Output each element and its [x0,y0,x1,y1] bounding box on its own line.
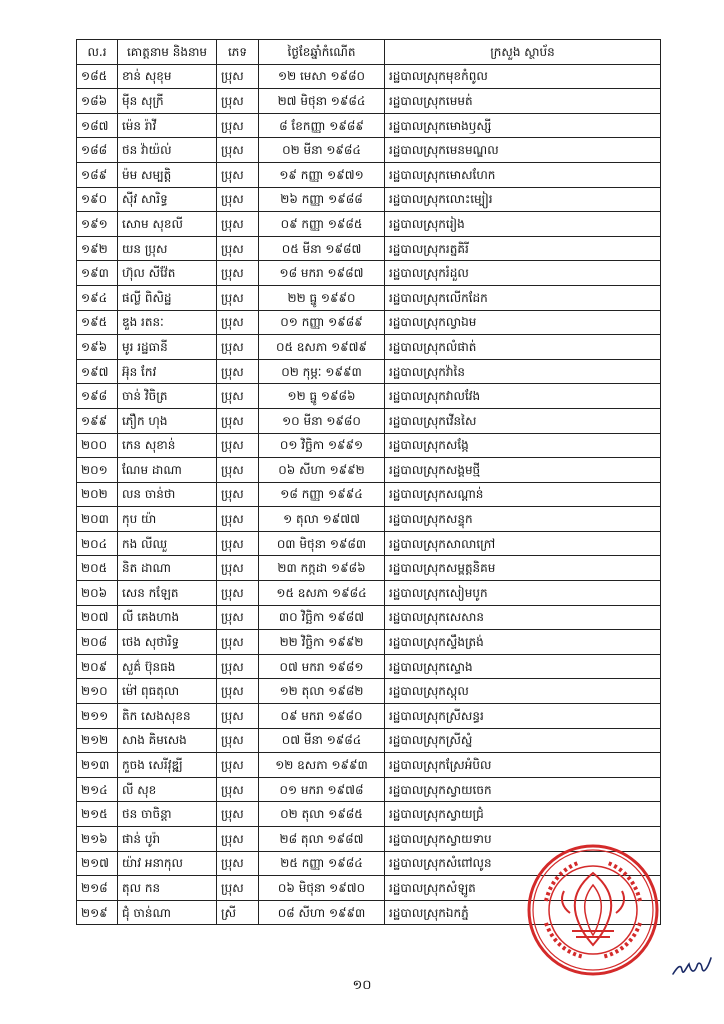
full-name-cell: ភឿក ហុង [118,408,217,433]
full-name-cell: សោម សុខលី [118,212,217,237]
row-number-cell: ២១៩ [77,900,118,925]
date-of-birth-cell: ០៧ មករា ១៩៨១ [259,654,385,679]
table-row [77,384,661,409]
row-number-cell: ២០១ [77,458,118,483]
row-number-cell: ២១១ [77,704,118,729]
date-of-birth-cell: ០១ កញ្ញា ១៩៨៩ [259,310,385,335]
header-full-name: គោត្តនាម និងនាម [118,40,217,65]
date-of-birth-cell: ០៩ កញ្ញា ១៩៨៥ [259,212,385,237]
institution-cell: រដ្ឋបាលស្រុកសង្កែ [385,433,661,458]
sex-cell: ប្រុស [217,605,259,630]
row-number-cell: ១៨៨ [77,138,118,163]
table-row [77,113,661,138]
date-of-birth-cell: ០២ មីនា ១៩៨៤ [259,138,385,163]
full-name-cell: តុល កន [118,876,217,901]
date-of-birth-cell: ០៨ សីហា ១៩៩៣ [259,900,385,925]
sex-cell: ប្រុស [217,335,259,360]
institution-cell: រដ្ឋបាលស្រុកសំឡូត [385,876,661,901]
institution-cell: រដ្ឋបាលស្រុកស្វាយចេក [385,777,661,802]
full-name-cell: កង លីឈួ [118,531,217,556]
row-number-cell: ២០៤ [77,531,118,556]
sex-cell: ប្រុស [217,851,259,876]
date-of-birth-cell: ០១ វិច្ឆិកា ១៩៩១ [259,433,385,458]
institution-cell: រដ្ឋបាលស្រុកស្រីសន្ធរ [385,704,661,729]
full-name-cell: ហ៊ុល សីវ៉ែត [118,261,217,286]
date-of-birth-cell: ២៧ មិថុនា ១៩៨៤ [259,89,385,114]
date-of-birth-cell: ០៥ ឧសភា ១៩៧៩ [259,335,385,360]
sex-cell: ប្រុស [217,236,259,261]
row-number-cell: ២១៤ [77,777,118,802]
date-of-birth-cell: ០១ មករា ១៩៧៨ [259,777,385,802]
institution-cell: រដ្ឋបាលស្រុកមោងឫស្សី [385,113,661,138]
full-name-cell: ថន ចាចិន្តា [118,802,217,827]
full-name-cell: កុប យ៉ា [118,507,217,532]
date-of-birth-cell: ០៩ មករា ១៩៨០ [259,704,385,729]
sex-cell: ប្រុស [217,654,259,679]
row-number-cell: ២១៥ [77,802,118,827]
header-date-of-birth: ថ្ងៃខែឆ្នាំកំណើត [259,40,385,65]
sex-cell: ប្រុស [217,482,259,507]
row-number-cell: ២០៣ [77,507,118,532]
table-row [77,605,661,630]
table-row [77,458,661,483]
row-number-cell: ១៩៣ [77,261,118,286]
sex-cell: ប្រុស [217,261,259,286]
date-of-birth-cell: ០២ តុលា ១៩៨៥ [259,802,385,827]
table-row [77,408,661,433]
table-row [77,212,661,237]
row-number-cell: ១៨៧ [77,113,118,138]
date-of-birth-cell: ៣០ វិច្ឆិកា ១៩៨៧ [259,605,385,630]
date-of-birth-cell: ២២ វិច្ឆិកា ១៩៩២ [259,630,385,655]
row-number-cell: ១៩៥ [77,310,118,335]
full-name-cell: លី សុខ [118,777,217,802]
row-number-cell: ២១៦ [77,827,118,852]
full-name-cell: ម៉ីន សុក្រី [118,89,217,114]
row-number-cell: ២០៧ [77,605,118,630]
sex-cell: ប្រុស [217,113,259,138]
institution-cell: រដ្ឋបាលស្រុកស្តុល [385,679,661,704]
sex-cell: ប្រុស [217,777,259,802]
institution-cell: រដ្ឋបាលស្រុកសម្ពត្តនិគម [385,556,661,581]
institution-cell: រដ្ឋបាលស្រុកវាលវែង [385,384,661,409]
table-row [77,556,661,581]
date-of-birth-cell: ៨ ខែកញ្ញា ១៩៨៩ [259,113,385,138]
row-number-cell: ១៩៤ [77,285,118,310]
full-name-cell: ម៉ម សម្បត្តិ [118,162,217,187]
row-number-cell: ១៨៦ [77,89,118,114]
sex-cell: ប្រុស [217,285,259,310]
institution-cell: រដ្ឋបាលស្រុកល្វាឯម [385,310,661,335]
full-name-cell: ជុំ ចាន់ណា [118,900,217,925]
sex-cell: ប្រុស [217,531,259,556]
full-name-cell: យ៉ាវ អនាកុល [118,851,217,876]
table-row [77,310,661,335]
date-of-birth-cell: ១២ ឧសភា ១៩៩៣ [259,753,385,778]
institution-cell: រដ្ឋបាលស្រុកសន្ទុក [385,507,661,532]
row-number-cell: ២០៩ [77,654,118,679]
sex-cell: ប្រុស [217,408,259,433]
institution-cell: រដ្ឋបាលស្រុកសណ្ដាន់ [385,482,661,507]
full-name-cell: ណែម ដាណា [118,458,217,483]
table-row [77,359,661,384]
table-row [77,679,661,704]
date-of-birth-cell: ០៦ សីហា ១៩៩២ [259,458,385,483]
table-header-row [77,40,661,65]
full-name-cell: អ៊ុន កែវ [118,359,217,384]
table-row [77,654,661,679]
date-of-birth-cell: ១២ មេសា ១៩៨០ [259,64,385,89]
table-row [77,777,661,802]
sex-cell: ប្រុស [217,827,259,852]
row-number-cell: ២០៨ [77,630,118,655]
sex-cell: ប្រុស [217,704,259,729]
sex-cell: ប្រុស [217,187,259,212]
sex-cell: ប្រុស [217,679,259,704]
date-of-birth-cell: ២៣ កក្កដា ១៩៨៦ [259,556,385,581]
institution-cell: រដ្ឋបាលស្រុកមេនមណ្ឌល [385,138,661,163]
table-row [77,162,661,187]
date-of-birth-cell: ០២ កុម្ភៈ ១៩៩៣ [259,359,385,384]
sex-cell: ប្រុស [217,138,259,163]
table-row [77,482,661,507]
institution-cell: រដ្ឋបាលស្រុកវ៉ានៃ [385,359,661,384]
date-of-birth-cell: ០៣ មិថុនា ១៩៨៣ [259,531,385,556]
date-of-birth-cell: ២៥ កញ្ញា ១៩៨៤ [259,851,385,876]
date-of-birth-cell: ១២ តុលា ១៩៨២ [259,679,385,704]
institution-cell: រដ្ឋបាលស្រុកសំពៅលូន [385,851,661,876]
table-row [77,138,661,163]
institution-cell: រដ្ឋបាលស្រុកវើនសៃ [385,408,661,433]
full-name-cell: ផល្លី ពិសិដ្ឋ [118,285,217,310]
official-seal-stamp [526,843,660,977]
table-row [77,630,661,655]
row-number-cell: ២១៣ [77,753,118,778]
date-of-birth-cell: ០៧ មីនា ១៩៨៤ [259,728,385,753]
sex-cell: ប្រុស [217,876,259,901]
full-name-cell: កេន សុខាន់ [118,433,217,458]
sex-cell: ប្រុស [217,728,259,753]
table-row [77,581,661,606]
row-number-cell: ២១៨ [77,876,118,901]
full-name-cell: លន ចាន់ថា [118,482,217,507]
table-row [77,704,661,729]
full-name-cell: ឌួង រតនៈ [118,310,217,335]
page-number: ១០ [352,978,372,993]
row-number-cell: ១៩៦ [77,335,118,360]
institution-cell: រដ្ឋបាលស្រុកមោសហែក [385,162,661,187]
table-row [77,261,661,286]
institution-cell: រដ្ឋបាលស្រុកសៀមបូក [385,581,661,606]
full-name-cell: ថេង សុថារិទ្ធ [118,630,217,655]
institution-cell: រដ្ឋបាលស្រុកសាលាក្រៅ [385,531,661,556]
row-number-cell: ១៩២ [77,236,118,261]
institution-cell: រដ្ឋបាលស្រុកមុខកំពូល [385,64,661,89]
table-row [77,753,661,778]
sex-cell: ប្រុស [217,630,259,655]
row-number-cell: ២១២ [77,728,118,753]
full-name-cell: ខាន់ សុខុម [118,64,217,89]
sex-cell: ប្រុស [217,359,259,384]
institution-cell: រដ្ឋបាលស្រុកលើកដែក [385,285,661,310]
table-row [77,335,661,360]
institution-cell: រដ្ឋបាលស្រុកលំផាត់ [385,335,661,360]
full-name-cell: សេន កឡែត [118,581,217,606]
date-of-birth-cell: ១០ មីនា ១៩៨០ [259,408,385,433]
institution-cell: រដ្ឋបាលស្រុកសង្គមថ្មី [385,458,661,483]
institution-cell: រដ្ឋបាលស្រុករត្នគិរី [385,236,661,261]
sex-cell: ប្រុស [217,64,259,89]
institution-cell: រដ្ឋបាលស្រុកស្វាយទាប [385,827,661,852]
institution-cell: រដ្ឋបាលស្រុករៀង [385,212,661,237]
personnel-table [76,39,661,925]
date-of-birth-cell: ១៨ កញ្ញា ១៩៩៤ [259,482,385,507]
full-name-cell: សាង គិមសេង [118,728,217,753]
row-number-cell: ២០០ [77,433,118,458]
full-name-cell: មូរ រដ្ឋធានី [118,335,217,360]
date-of-birth-cell: ២២ ធ្នូ ១៩៩០ [259,285,385,310]
row-number-cell: ២០៥ [77,556,118,581]
header-sex: ភេទ [217,40,259,65]
date-of-birth-cell: ០៦ មិថុនា ១៩៧០ [259,876,385,901]
institution-cell: រដ្ឋបាលស្រុកស្វាយជ្រំ [385,802,661,827]
sex-cell: ប្រុស [217,310,259,335]
header-number: ល.រ [77,40,118,65]
row-number-cell: ១៩១ [77,212,118,237]
row-number-cell: ១៨៥ [77,64,118,89]
table-row [77,728,661,753]
date-of-birth-cell: ១៨ មករា ១៩៨៧ [259,261,385,286]
sex-cell: ប្រុស [217,89,259,114]
row-number-cell: ១៨៩ [77,162,118,187]
table-row [77,507,661,532]
full-name-cell: ថន វ៉ាយ៉ល់ [118,138,217,163]
sex-cell: ប្រុស [217,556,259,581]
table-row [77,433,661,458]
row-number-cell: ២០៦ [77,581,118,606]
row-number-cell: ២១០ [77,679,118,704]
header-institution: ក្រសួង ស្ថាប័ន [385,40,661,65]
date-of-birth-cell: ១៩ កញ្ញា ១៩៧១ [259,162,385,187]
row-number-cell: ១៩៨ [77,384,118,409]
sex-cell: ប្រុស [217,384,259,409]
full-name-cell: យន ប្រុស [118,236,217,261]
full-name-cell: ម៉េន រ៉ាវី [118,113,217,138]
sex-cell: ស្រី [217,900,259,925]
row-number-cell: ១៩៧ [77,359,118,384]
table-row [77,64,661,89]
institution-cell: រដ្ឋបាលស្រុករំដួល [385,261,661,286]
institution-cell: រដ្ឋបាលស្រុកស្រីស្នំ [385,728,661,753]
institution-cell: រដ្ឋបាលស្រុកសេសាន [385,605,661,630]
row-number-cell: ១៩០ [77,187,118,212]
full-name-cell: ម៉ៅ ពុធតុលា [118,679,217,704]
institution-cell: រដ្ឋបាលស្រុកលោះម្បៀរ [385,187,661,212]
date-of-birth-cell: ២៦ កញ្ញា ១៩៨៨ [259,187,385,212]
full-name-cell: ផាន់ បូរ៉ា [118,827,217,852]
sex-cell: ប្រុស [217,507,259,532]
full-name-cell: សួគ៌ ប៊ុនធង [118,654,217,679]
sex-cell: ប្រុស [217,753,259,778]
date-of-birth-cell: ១៥ ឧសភា ១៩៨៤ [259,581,385,606]
sex-cell: ប្រុស [217,212,259,237]
sex-cell: ប្រុស [217,458,259,483]
row-number-cell: ២០២ [77,482,118,507]
full-name-cell: និត ដាណា [118,556,217,581]
table-row [77,187,661,212]
full-name-cell: ចាន់ វិចិត្រ [118,384,217,409]
institution-cell: រដ្ឋបាលស្រុកស្ទោង [385,654,661,679]
table-row [77,531,661,556]
date-of-birth-cell: ០៥ មីនា ១៩៨៧ [259,236,385,261]
table-row [77,236,661,261]
full-name-cell: កួចង សេរីវុឌ្ឍី [118,753,217,778]
row-number-cell: ១៩៩ [77,408,118,433]
sex-cell: ប្រុស [217,581,259,606]
table-row [77,285,661,310]
date-of-birth-cell: ១២ ធ្នូ ១៩៨៦ [259,384,385,409]
table-row [77,802,661,827]
full-name-cell: តិក សេងសុខន [118,704,217,729]
institution-cell: រដ្ឋបាលស្រុកស្ទឹងត្រង់ [385,630,661,655]
sex-cell: ប្រុស [217,162,259,187]
table-row [77,89,661,114]
full-name-cell: ស៊ីវ សារិទ្ធ [118,187,217,212]
date-of-birth-cell: ២៨ តុលា ១៩៨៧ [259,827,385,852]
institution-cell: រដ្ឋបាលស្រុកស្រែអំបិល [385,753,661,778]
sex-cell: ប្រុស [217,802,259,827]
institution-cell: រដ្ឋបាលស្រុកឯកភ្នំ [385,900,661,925]
institution-cell: រដ្ឋបាលស្រុកមេមត់ [385,89,661,114]
row-number-cell: ២១៧ [77,851,118,876]
sex-cell: ប្រុស [217,433,259,458]
full-name-cell: លី គេងហាង [118,605,217,630]
date-of-birth-cell: ១ តុលា ១៩៧៧ [259,507,385,532]
